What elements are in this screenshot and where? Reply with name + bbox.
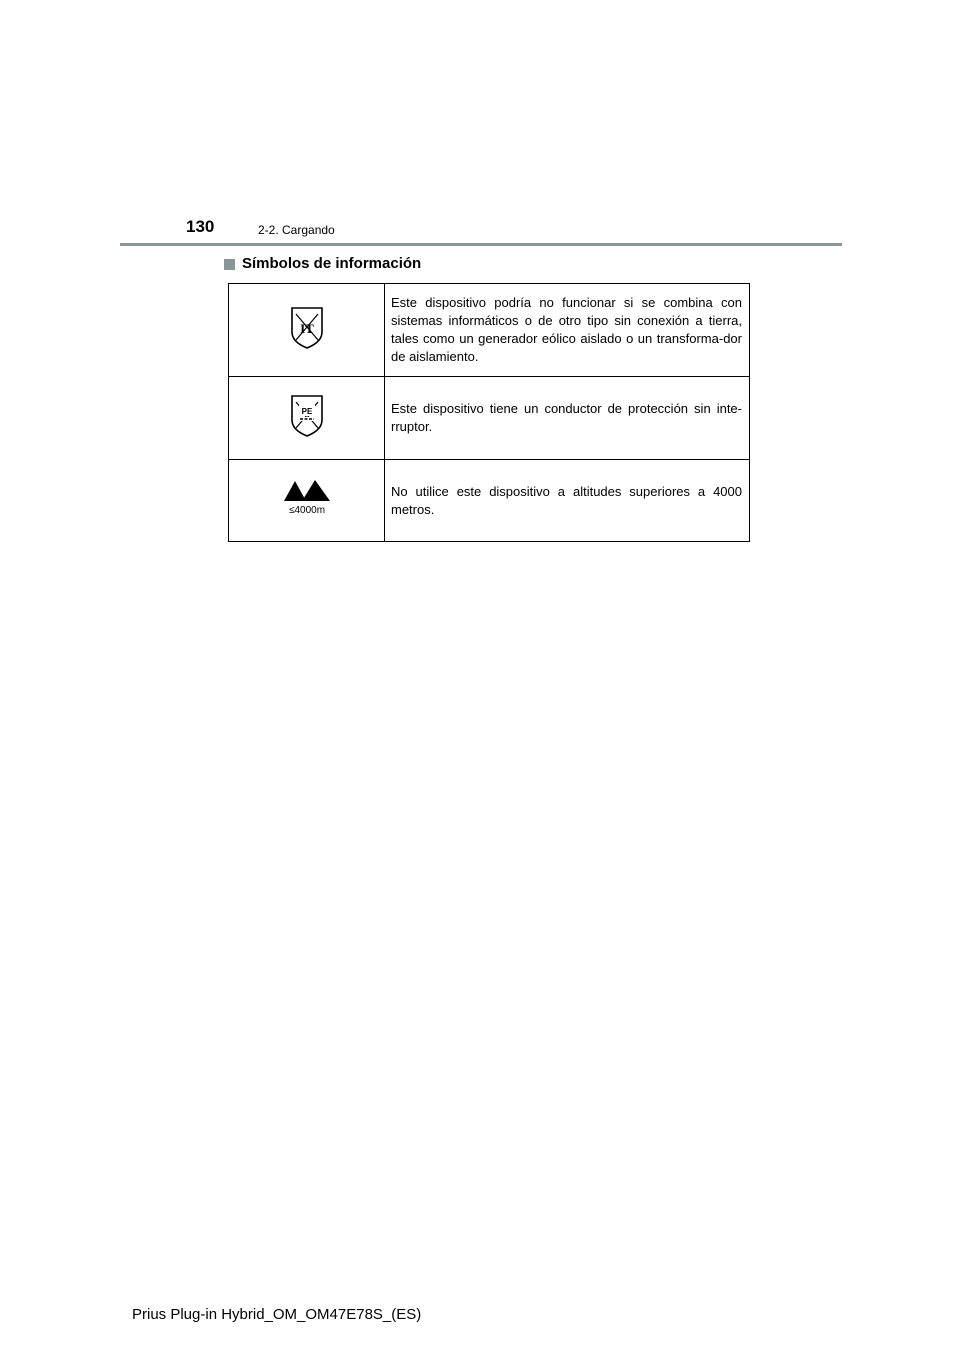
- section-header: 2-2. Cargando: [258, 223, 335, 237]
- icon-label: PE: [301, 406, 312, 416]
- document-footer: Prius Plug-in Hybrid_OM_OM47E78S_(ES): [132, 1306, 422, 1323]
- icon-cell: [229, 284, 385, 377]
- it-crossed-shield-icon: [290, 306, 324, 355]
- table-row: [229, 284, 750, 377]
- icon-label: ≤4000m: [288, 505, 325, 516]
- altitude-mountains-icon: [282, 479, 332, 522]
- symbols-table: [228, 283, 750, 542]
- description-cell: No utilice este dispositivo a altitudes superiores a 4000 metros.: [385, 460, 750, 542]
- section-heading-title: Símbolos de información: [242, 255, 422, 272]
- section-heading: [224, 255, 421, 273]
- table-row: [229, 377, 750, 460]
- pe-shield-icon: [290, 394, 324, 443]
- icon-cell: [229, 377, 385, 460]
- description-cell: Este dispositivo podría no funcionar si se combina con sistemas informáticos o de otro tipo sin conexión a tierra, tales como un generador eólico aislado o un transforma-dor de aislamiento.: [385, 284, 750, 377]
- description-cell: Este dispositivo tiene un conductor de protección sin inte-rruptor.: [385, 377, 750, 460]
- header-divider: [120, 243, 842, 246]
- icon-label: IT: [299, 320, 314, 336]
- icon-cell: [229, 460, 385, 542]
- table-row: [229, 460, 750, 542]
- page-number: 130: [186, 217, 215, 236]
- square-bullet-icon: [224, 259, 235, 270]
